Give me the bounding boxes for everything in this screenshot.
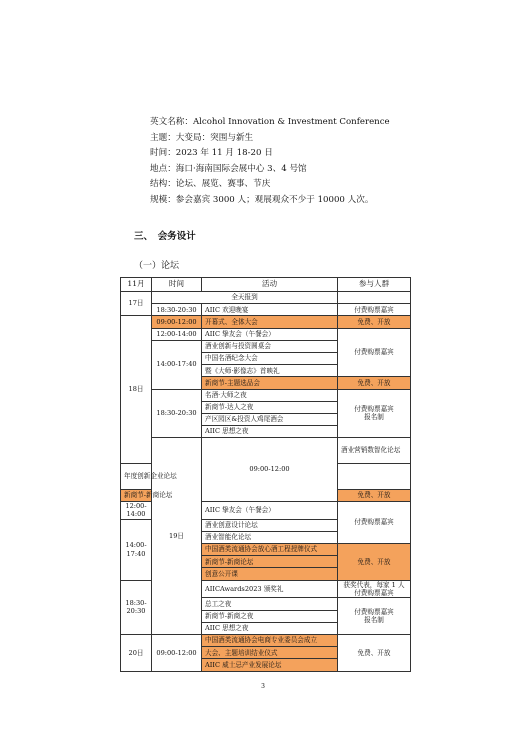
forum-schedule-table	[120, 277, 411, 672]
people-line: 报名制	[364, 413, 384, 422]
english-name: 英文名称：Alcohol Innovation & Investment Conference	[150, 117, 390, 127]
people-line: 付费购票嘉宾	[354, 404, 394, 413]
activity-cell: 名酒·大师之夜	[202, 389, 338, 401]
table-row	[121, 304, 411, 316]
header-time: 时间	[152, 278, 202, 292]
time-cell: 09:00-12:00	[152, 316, 202, 328]
people-cell: 免费、开放	[338, 377, 411, 389]
activity-cell: 酒业创新与投资圆桌会	[202, 340, 338, 352]
people-cell: 免费、开放	[338, 489, 411, 501]
activity-cell: 酒业创意设计论坛	[202, 519, 338, 531]
people-line: 付费购票嘉宾	[354, 589, 394, 598]
time-cell: 09:00-12:00	[202, 438, 338, 502]
activity-cell: 创意公开课	[202, 568, 338, 580]
date-cell: 18日	[121, 316, 152, 464]
people-cell	[338, 598, 411, 635]
header-activity: 活动	[202, 278, 338, 292]
people-cell: 付费购票嘉宾	[338, 304, 411, 316]
time-cell: 12:00-14:00	[152, 328, 202, 340]
activity-cell: AIIC 挚友会（午餐会）	[202, 328, 338, 340]
event-info	[150, 115, 390, 209]
table-row	[121, 292, 411, 304]
time-cell: 12:00-14:00	[121, 501, 152, 519]
activity-cell: 酒业营销数智化论坛	[338, 438, 411, 464]
activity-cell: AIICAwards2023 颁奖礼	[202, 580, 338, 598]
time: 时间：2023 年 11 月 18-20 日	[150, 148, 273, 159]
table-header-row	[121, 278, 411, 292]
activity-cell: 总工之夜	[202, 598, 338, 610]
people-line: 报名制	[364, 616, 384, 625]
activity-cell: 中国酒类流通协会放心酒工程授牌仪式	[202, 544, 338, 556]
table-row	[121, 316, 411, 328]
people-cell	[338, 389, 411, 438]
people-cell: 付费购票嘉宾	[338, 501, 411, 543]
date-cell: 17日	[121, 292, 152, 316]
date-cell: 20日	[121, 635, 152, 672]
time-cell: 18:30-20:30	[152, 389, 202, 438]
header-month: 11月	[121, 278, 152, 292]
activity-cell: 暨《大师·影像志》首映礼	[202, 365, 338, 377]
activity-cell: 中国酒类流通协会电商专业委员会成立	[202, 635, 338, 647]
scale: 规模：参会嘉宾 3000 人；观展观众不少于 10000 人次。	[150, 194, 374, 205]
theme: 主题：大变局：突围与新生	[150, 132, 254, 143]
people-cell: 免费、开放	[338, 635, 411, 672]
activity-cell: 年度创新企业论坛	[121, 463, 152, 489]
people-cell	[338, 580, 411, 598]
activity-cell: AIIC 思想之夜	[202, 426, 338, 438]
section-title: 三、 会务设计	[134, 231, 196, 242]
table-row	[121, 438, 411, 464]
people-line: 获奖代表，每家 1 人	[343, 580, 405, 589]
time-cell: 18:30-20:30	[152, 304, 202, 316]
activity-cell: 新商节-主题选品会	[202, 377, 338, 389]
activity-cell: AIIC 欢迎晚宴	[202, 304, 338, 316]
time-cell: 14:00-17:40	[152, 340, 202, 389]
page-number: 3	[261, 683, 265, 690]
people-cell	[338, 292, 411, 304]
date-cell: 19日	[152, 438, 202, 635]
people-cell: 付费购票嘉宾	[338, 328, 411, 377]
table-row	[121, 635, 411, 647]
people-cell: 免费、开放	[338, 544, 411, 581]
activity-cell: 开幕式、全体大会	[202, 316, 338, 328]
time-cell: 14:00-17:40	[121, 519, 152, 580]
activity-cell: AIIC 挚友会（午餐会）	[202, 501, 338, 519]
venue: 地点：海口·海南国际会展中心 3、4 号馆	[150, 163, 307, 174]
activity-cell: 大会、主题培训结业仪式	[202, 647, 338, 659]
time-cell: 09:00-12:00	[152, 635, 202, 672]
people-cell: 免费、开放	[338, 316, 411, 328]
activity-cell: 新商节-新商论坛	[121, 489, 152, 501]
people-line: 付费购票嘉宾	[354, 607, 394, 616]
activity-cell: AIIC 威士忌产业发展论坛	[202, 659, 338, 671]
activity-cell: 新商节-新商之夜	[202, 610, 338, 622]
activity-cell: 新商节-达人之夜	[202, 401, 338, 413]
structure: 结构：论坛、展览、赛事、节庆	[150, 179, 271, 190]
activity-cell: 中国名酒纪念大会	[202, 352, 338, 364]
activity-cell: AIIC 思想之夜	[202, 622, 338, 634]
time-cell: 18:30-20:30	[121, 580, 152, 634]
activity-cell: 全天报到	[152, 292, 338, 304]
activity-cell: 新商节-新商论坛	[202, 556, 338, 568]
subsection-title: （一）论坛	[134, 261, 180, 271]
activity-cell: 产区园区&投资人鸡尾酒会	[202, 413, 338, 425]
table-row	[121, 328, 411, 340]
header-people: 参与人群	[338, 278, 411, 292]
activity-cell: 酒业智能化论坛	[202, 531, 338, 543]
table-row	[121, 389, 411, 401]
